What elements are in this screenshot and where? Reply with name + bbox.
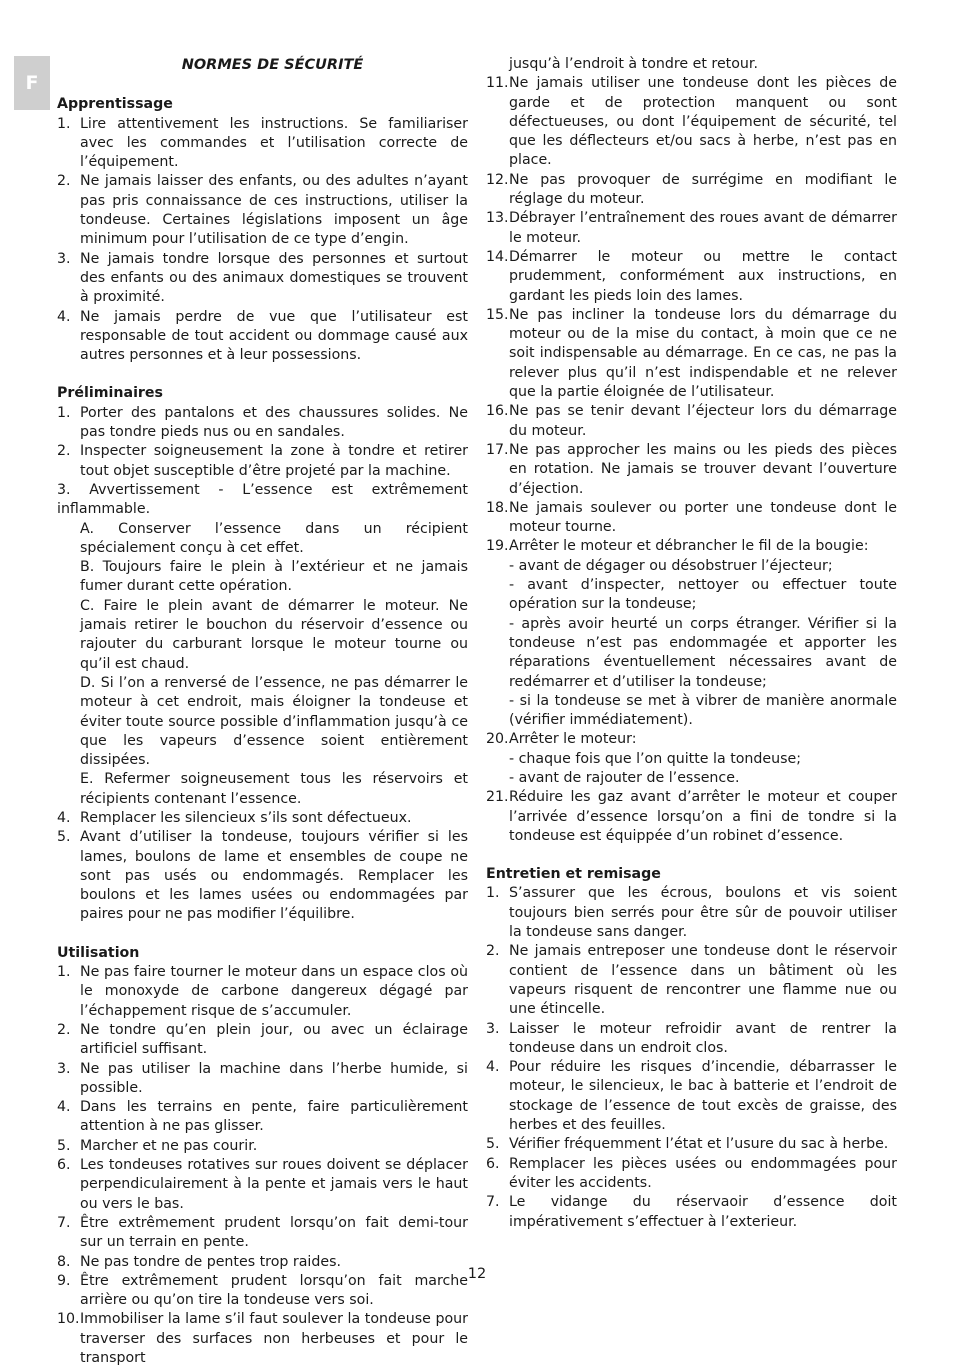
list-item	[486, 74, 897, 170]
sub-item: - si la tondeuse se met à vibrer de manière anormale (vérifier immédiatement).	[509, 692, 897, 729]
list-item	[486, 441, 897, 499]
item-number: 18.	[486, 499, 509, 516]
item-text: Ne jamais laisser des enfants, ou des adultes n’ayant pas pris connaissance de ces instructions, utiliser la tondeuse. Certaines législations imposent un âge minimum pour l’utilisation de ce type d’engin.	[80, 173, 468, 248]
item-number: 1.	[486, 885, 500, 902]
list-item	[57, 1214, 468, 1253]
item-number: 3.	[486, 1020, 500, 1037]
item-text: Les tondeuses rotatives sur roues doivent se déplacer perpendiculairement à la pente et jamais vers le haut ou vers le bas.	[80, 1157, 468, 1212]
item-text: Ne jamais soulever ou porter une tondeuse dont le moteur tourne.	[509, 499, 897, 536]
warning-paragraph-d: D. Si l’on a renversé de l’essence, ne pas démarrer le moteur à cet endroit, mais éloigner la tondeuse et éviter toute source possible d’inflammation jusqu’à ce que les vapeurs d’essence soient entièrement dissipées.	[80, 674, 468, 769]
list-item	[57, 250, 468, 308]
list-item	[486, 1155, 897, 1194]
list-item	[57, 442, 468, 481]
item-text: Arrêter le moteur et débrancher le fil de la bougie:	[509, 538, 869, 555]
list-item	[57, 1310, 468, 1368]
item-number: 2.	[57, 173, 71, 190]
item-number: 19.	[486, 538, 509, 555]
item-number: 15.	[486, 306, 509, 323]
item-text: Ne jamais tondre lorsque des personnes et surtout des enfants ou des animaux domestiques se trouvent à proximité.	[80, 250, 468, 306]
item-text: Réduire les gaz avant d’arrêter le moteur et couper l’arrivée d’essence lorsqu’on a fini de tondre si la tondeuse est équippée d’un robinet d’essence.	[509, 789, 897, 844]
section-heading-utilisation: Utilisation	[57, 944, 140, 961]
item-number: 3.	[57, 1060, 71, 1077]
item-number: 21.	[486, 789, 509, 806]
sub-item: - avant d’inspecter, nettoyer ou effectuer toute opération sur la tondeuse;	[509, 577, 897, 613]
item-number: 1.	[57, 404, 71, 421]
list-item	[486, 306, 897, 402]
item-number: 7.	[57, 1214, 71, 1231]
item-text: Avant d’utiliser la tondeuse, toujours vérifier si les lames, boulons de lame et ensembles de coupe ne sont pas usés ou endommagés. Remplacer les boulons et les lames usées ou endommagées par paires pour ne pas modifier l’équilibre.	[80, 829, 468, 923]
list-item	[486, 730, 897, 749]
warning-paragraph-c: C. Faire le plein avant de démarrer le moteur. Ne jamais retirer le bouchon du réservoir d’essence ou rajouter du carburant lorsque le moteur tourne ou qu’il est chaud.	[80, 597, 468, 672]
list-item	[57, 115, 468, 173]
list-item	[57, 1098, 468, 1137]
list-item	[57, 963, 468, 1021]
item-number: 1.	[57, 964, 71, 981]
item-number: 1.	[57, 115, 71, 132]
right-column	[486, 55, 897, 1232]
item-text: Remplacer les silencieux s’ils sont défectueux.	[80, 809, 412, 826]
item-text: Ne pas tondre de pentes trop raides.	[80, 1253, 341, 1270]
item-text: Le vidange du réservaoir d’essence doit impérativement s’effectuer à l’exterieur.	[509, 1194, 897, 1230]
item-text: Ne pas provoquer de surrégime en modifiant le réglage du moteur.	[509, 171, 897, 208]
item-number: 3.	[57, 250, 71, 267]
item-number: 12.	[486, 171, 509, 188]
item-number: 2.	[57, 443, 71, 460]
item-text: Ne tondre qu’en plein jour, ou avec un éclairage artificiel suffisant.	[80, 1021, 468, 1058]
sub-item: - avant de dégager ou désobstruer l’éjecteur;	[509, 557, 833, 574]
list-item	[57, 172, 468, 249]
item-number: 20.	[486, 731, 509, 748]
item-text: Débrayer l’entraînement des roues avant de démarrer le moteur.	[509, 210, 897, 246]
item-text: Ne pas incliner la tondeuse lors du démarrage du moteur ou de la mise du contact, à moin que ce ne soit indispensable au démarrage. En ce cas, ne pas la relever plus qu’il n’est indispendable et ne relever que la partie éloignée de l’utilisateur.	[509, 306, 897, 401]
item-number: 2.	[486, 943, 500, 960]
item-number: 4.	[57, 308, 71, 325]
item-number: 2.	[57, 1021, 71, 1038]
item-number: 13.	[486, 210, 509, 227]
list-item	[57, 809, 468, 828]
item-number: 11.	[486, 75, 509, 92]
warning-item: 3. Avvertissement - L’essence est extrêmement inflammable.	[57, 481, 468, 518]
page-number: 12	[467, 1266, 487, 1282]
item-text: Ne pas se tenir devant l’éjecteur lors du démarrage du moteur.	[509, 403, 897, 439]
item-number: 5.	[57, 829, 71, 846]
item-text: Ne jamais entreposer une tondeuse dont le réservoir contient de l’essence dans un bâtiment où les vapeurs risquent de rencontrer une flamme nue ou une étincelle.	[509, 943, 897, 1018]
item-text: Ne pas faire tourner le moteur dans un espace clos où le monoxyde de carbone dangereux dégagé par l’échappement risque de s’accumuler.	[80, 964, 468, 1019]
list-item	[486, 537, 897, 556]
item-text: Immobiliser la lame s’il faut soulever la tondeuse pour traverser des surfaces non herbeuses et pour le transport	[80, 1311, 468, 1366]
item-text: Arrêter le moteur:	[509, 731, 637, 748]
list-item	[57, 828, 468, 924]
item-text: Être extrêmement prudent lorsqu’on fait demi-tour sur un terrain en pente.	[80, 1214, 468, 1251]
item-text: Lire attentivement les instructions. Se familiariser avec les commandes et l’utilisation correcte de l’équipement.	[80, 115, 468, 171]
sub-item: - chaque fois que l’on quitte la tondeuse;	[509, 750, 802, 767]
item-number: 6.	[486, 1155, 500, 1172]
item-text: Démarrer le moteur ou mettre le contact prudemment, conformément aux instructions, en gardant les pieds loin des lames.	[509, 248, 897, 304]
item-text: Ne pas approcher les mains ou les pieds des pièces en rotation. Ne jamais se trouver devant l’ouverture d’éjection.	[509, 441, 897, 497]
section-heading-entretien: Entretien et remisage	[486, 866, 661, 883]
list-item	[57, 1021, 468, 1060]
item-text: Remplacer les pièces usées ou endommagées pour éviter les accidents.	[509, 1155, 897, 1191]
item-number: 8.	[57, 1253, 71, 1270]
language-tab: F	[14, 56, 50, 110]
item-text: Inspecter soigneusement la zone à tondre et retirer tout objet susceptible d’être projeté par la machine.	[80, 443, 468, 479]
list-item	[486, 248, 897, 306]
list-item	[57, 1156, 468, 1214]
left-column	[57, 56, 468, 1368]
item-number: 16.	[486, 403, 509, 420]
section-heading-apprentissage: Apprentissage	[57, 96, 173, 113]
list-item	[486, 1020, 897, 1059]
list-item	[486, 209, 897, 248]
item-number: 6.	[57, 1157, 71, 1174]
item-text: Ne pas utiliser la machine dans l’herbe humide, si possible.	[80, 1060, 468, 1096]
list-item	[486, 788, 897, 846]
list-item	[57, 1060, 468, 1099]
item-text: Ne jamais utiliser une tondeuse dont les pièces de garde et de protection manquent ou sont défectueuses, ou dont l’équipement de sécurité, tel que les déflecteurs et/ou sacs à herbe, n’est pas en place.	[509, 75, 897, 169]
section-heading-preliminaires: Préliminaires	[57, 385, 163, 402]
continued-text: jusqu’à l’endroit à tondre et retour.	[509, 56, 758, 72]
item-text: Marcher et ne pas courir.	[80, 1137, 258, 1154]
item-text: Laisser le moteur refroidir avant de rentrer la tondeuse dans un endroit clos.	[509, 1020, 897, 1056]
list-item	[486, 942, 897, 1019]
item-text: Être extrêmement prudent lorsqu’on fait marche arrière ou qu’on tire la tondeuse vers soi.	[80, 1272, 468, 1309]
list-item	[57, 404, 468, 443]
list-item	[486, 1135, 897, 1154]
item-text: Vérifier fréquemment l’état et l’usure du sac à herbe.	[509, 1136, 889, 1153]
page-title: NORMES DE SÉCURITÉ	[181, 57, 364, 73]
list-item	[486, 1058, 897, 1135]
warning-paragraph-b: B. Toujours faire le plein à l’extérieur et ne jamais fumer durant cette opération.	[80, 559, 468, 595]
item-number: 9.	[57, 1272, 71, 1289]
sub-item: - avant de rajouter de l’essence.	[509, 769, 740, 786]
item-text: Porter des pantalons et des chaussures solides. Ne pas tondre pieds nus ou en sandales.	[80, 404, 468, 441]
item-number: 4.	[486, 1059, 500, 1076]
item-text: Dans les terrains en pente, faire particulièrement attention à ne pas glisser.	[80, 1099, 468, 1135]
item-number: 4.	[57, 809, 71, 826]
item-number: 7.	[486, 1194, 500, 1211]
item-text: S’assurer que les écrous, boulons et vis soient toujours bien serrés pour être sûr de pouvoir utiliser la tondeuse sans danger.	[509, 885, 897, 941]
item-number: 5.	[57, 1137, 71, 1154]
list-item	[486, 402, 897, 441]
item-number: 14.	[486, 248, 509, 265]
list-item	[486, 171, 897, 210]
item-number: 5.	[486, 1136, 500, 1153]
list-item	[486, 499, 897, 538]
list-item	[57, 308, 468, 366]
item-text: Ne jamais perdre de vue que l’utilisateur est responsable de tout accident ou dommage causé aux autres personnes et à leur possessions.	[80, 308, 468, 364]
item-number: 10.	[57, 1311, 80, 1328]
list-item	[486, 884, 897, 942]
warning-paragraph-e: E. Refermer soigneusement tous les réservoirs et récipients contenant l’essence.	[80, 771, 468, 807]
item-text: Pour réduire les risques d’incendie, débarrasser le moteur, le silencieux, le bac à batterie et l’endroit de stockage de l’essence de tout excès de graisse, des herbes et des feuilles.	[509, 1059, 897, 1134]
warning-paragraph-a: A. Conserver l’essence dans un récipient spécialement conçu à cet effet.	[80, 520, 468, 556]
list-item	[486, 1193, 897, 1232]
list-item	[57, 1137, 468, 1156]
item-number: 17.	[486, 441, 509, 458]
sub-item: - après avoir heurté un corps étranger. Vérifier si la tondeuse n’est pas endommagée et apporter les réparations éventuellement nécessaires avant de redémarrer et d’utiliser la tondeuse;	[509, 615, 897, 690]
item-number: 4.	[57, 1099, 71, 1116]
